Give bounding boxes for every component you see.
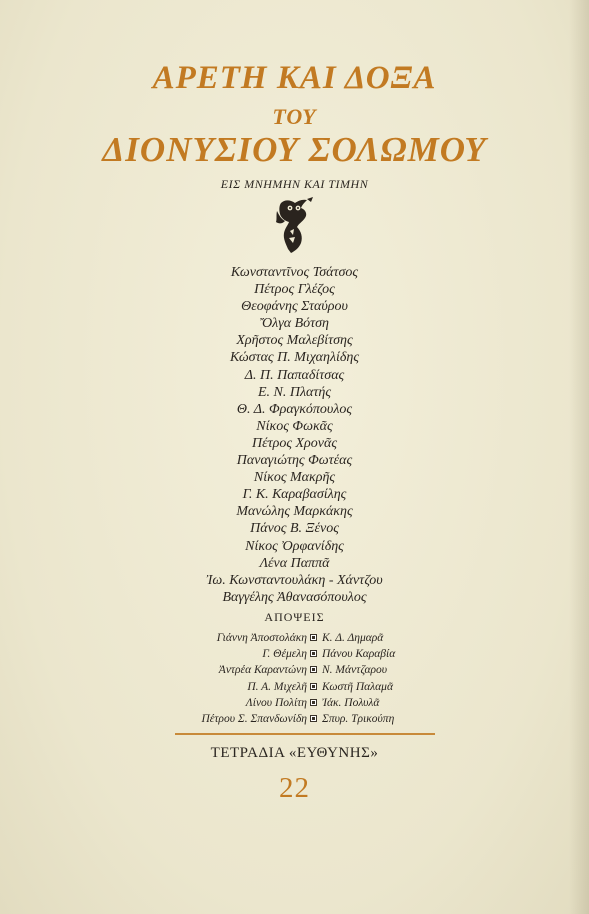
views-right: Ἰάκ. Πολυλᾶ xyxy=(322,696,380,709)
issue-number: 22 xyxy=(279,772,310,804)
square-ornament-icon xyxy=(310,683,317,690)
author-name: Χρῆστος Μαλεβίτσης xyxy=(236,333,353,349)
divider-rule xyxy=(175,733,435,735)
views-list xyxy=(0,630,589,727)
square-ornament-icon xyxy=(310,666,317,673)
subtitle: ΕΙΣ ΜΝΗΜΗΝ ΚΑΙ ΤΙΜΗΝ xyxy=(220,177,369,191)
views-row xyxy=(0,646,589,662)
author-name: Πάνος Β. Ξένος xyxy=(250,521,339,537)
views-row xyxy=(0,695,589,711)
views-heading: ΑΠΟΨΕΙΣ xyxy=(264,610,325,624)
views-right: Κωστῆ Παλαμᾶ xyxy=(322,680,393,693)
author-name: Νίκος Φωκᾶς xyxy=(256,418,333,434)
views-row xyxy=(0,630,589,646)
author-name: Ε. Ν. Πλατής xyxy=(257,384,332,400)
author-name: Γ. Κ. Καραβασίλης xyxy=(242,487,347,503)
author-name: Παναγιώτης Φωτέας xyxy=(236,453,353,469)
author-name: Ἰω. Κωνσταντουλάκη - Χάντζου xyxy=(206,572,383,588)
author-name: Βαγγέλης Ἀθανασόπουλος xyxy=(222,589,367,605)
views-left: Γιάννη Ἀποστολάκη xyxy=(216,632,307,644)
views-left: Λίνου Πολίτη xyxy=(245,696,307,709)
square-ornament-icon xyxy=(310,634,317,641)
author-name: Πέτρος Γλέζος xyxy=(254,282,335,298)
title-line-1: ΑΡΕΤΗ ΚΑΙ ΔΟΞΑ xyxy=(152,60,437,96)
views-row xyxy=(0,679,589,695)
views-right: Ν. Μάντζαρου xyxy=(322,664,388,677)
author-name: Λένα Παππᾶ xyxy=(259,555,330,571)
title-line-3: ΔΙΟΝΥΣΙΟΥ ΣΟΛΩΜΟΥ xyxy=(102,130,487,169)
author-name: Νίκος Ὀρφανίδης xyxy=(245,538,344,554)
author-name: Ὄλγα Βότση xyxy=(259,316,329,332)
views-left: Γ. Θέμελη xyxy=(262,648,307,661)
views-right: Σπυρ. Τρικούπη xyxy=(322,712,395,725)
views-right: Κ. Δ. Δημαρᾶ xyxy=(322,632,384,644)
author-name: Κώστας Π. Μιχαηλίδης xyxy=(229,350,360,366)
views-row xyxy=(0,662,589,678)
author-name: Δ. Π. Παπαδίτσας xyxy=(244,367,345,383)
square-ornament-icon xyxy=(310,699,317,706)
series-title: ΤΕΤΡΑΔΙΑ «ΕΥΘΥΝΗΣ» xyxy=(210,745,379,761)
views-row xyxy=(0,711,589,727)
author-name: Θεοφάνης Σταύρου xyxy=(241,299,348,315)
title-line-2: ΤΟΥ xyxy=(272,104,317,129)
author-name: Πέτρος Χρονᾶς xyxy=(251,435,338,451)
author-name: Κωνσταντῖνος Τσάτσος xyxy=(230,265,359,280)
views-right: Πάνου Καραβία xyxy=(322,648,396,661)
views-left: Πέτρου Σ. Σπανδωνίδη xyxy=(201,712,307,725)
square-ornament-icon xyxy=(310,715,317,722)
views-left: Ἀντρέα Καραντώνη xyxy=(218,664,307,677)
author-name: Μανώλης Μαρκάκης xyxy=(236,504,353,520)
authors-list xyxy=(0,264,589,606)
square-ornament-icon xyxy=(310,650,317,657)
owl-emblem-icon xyxy=(271,197,315,255)
author-name: Νίκος Μακρῆς xyxy=(253,470,336,486)
views-left: Π. Α. Μιχελῆ xyxy=(247,680,307,693)
author-name: Θ. Δ. Φραγκόπουλος xyxy=(236,401,353,417)
